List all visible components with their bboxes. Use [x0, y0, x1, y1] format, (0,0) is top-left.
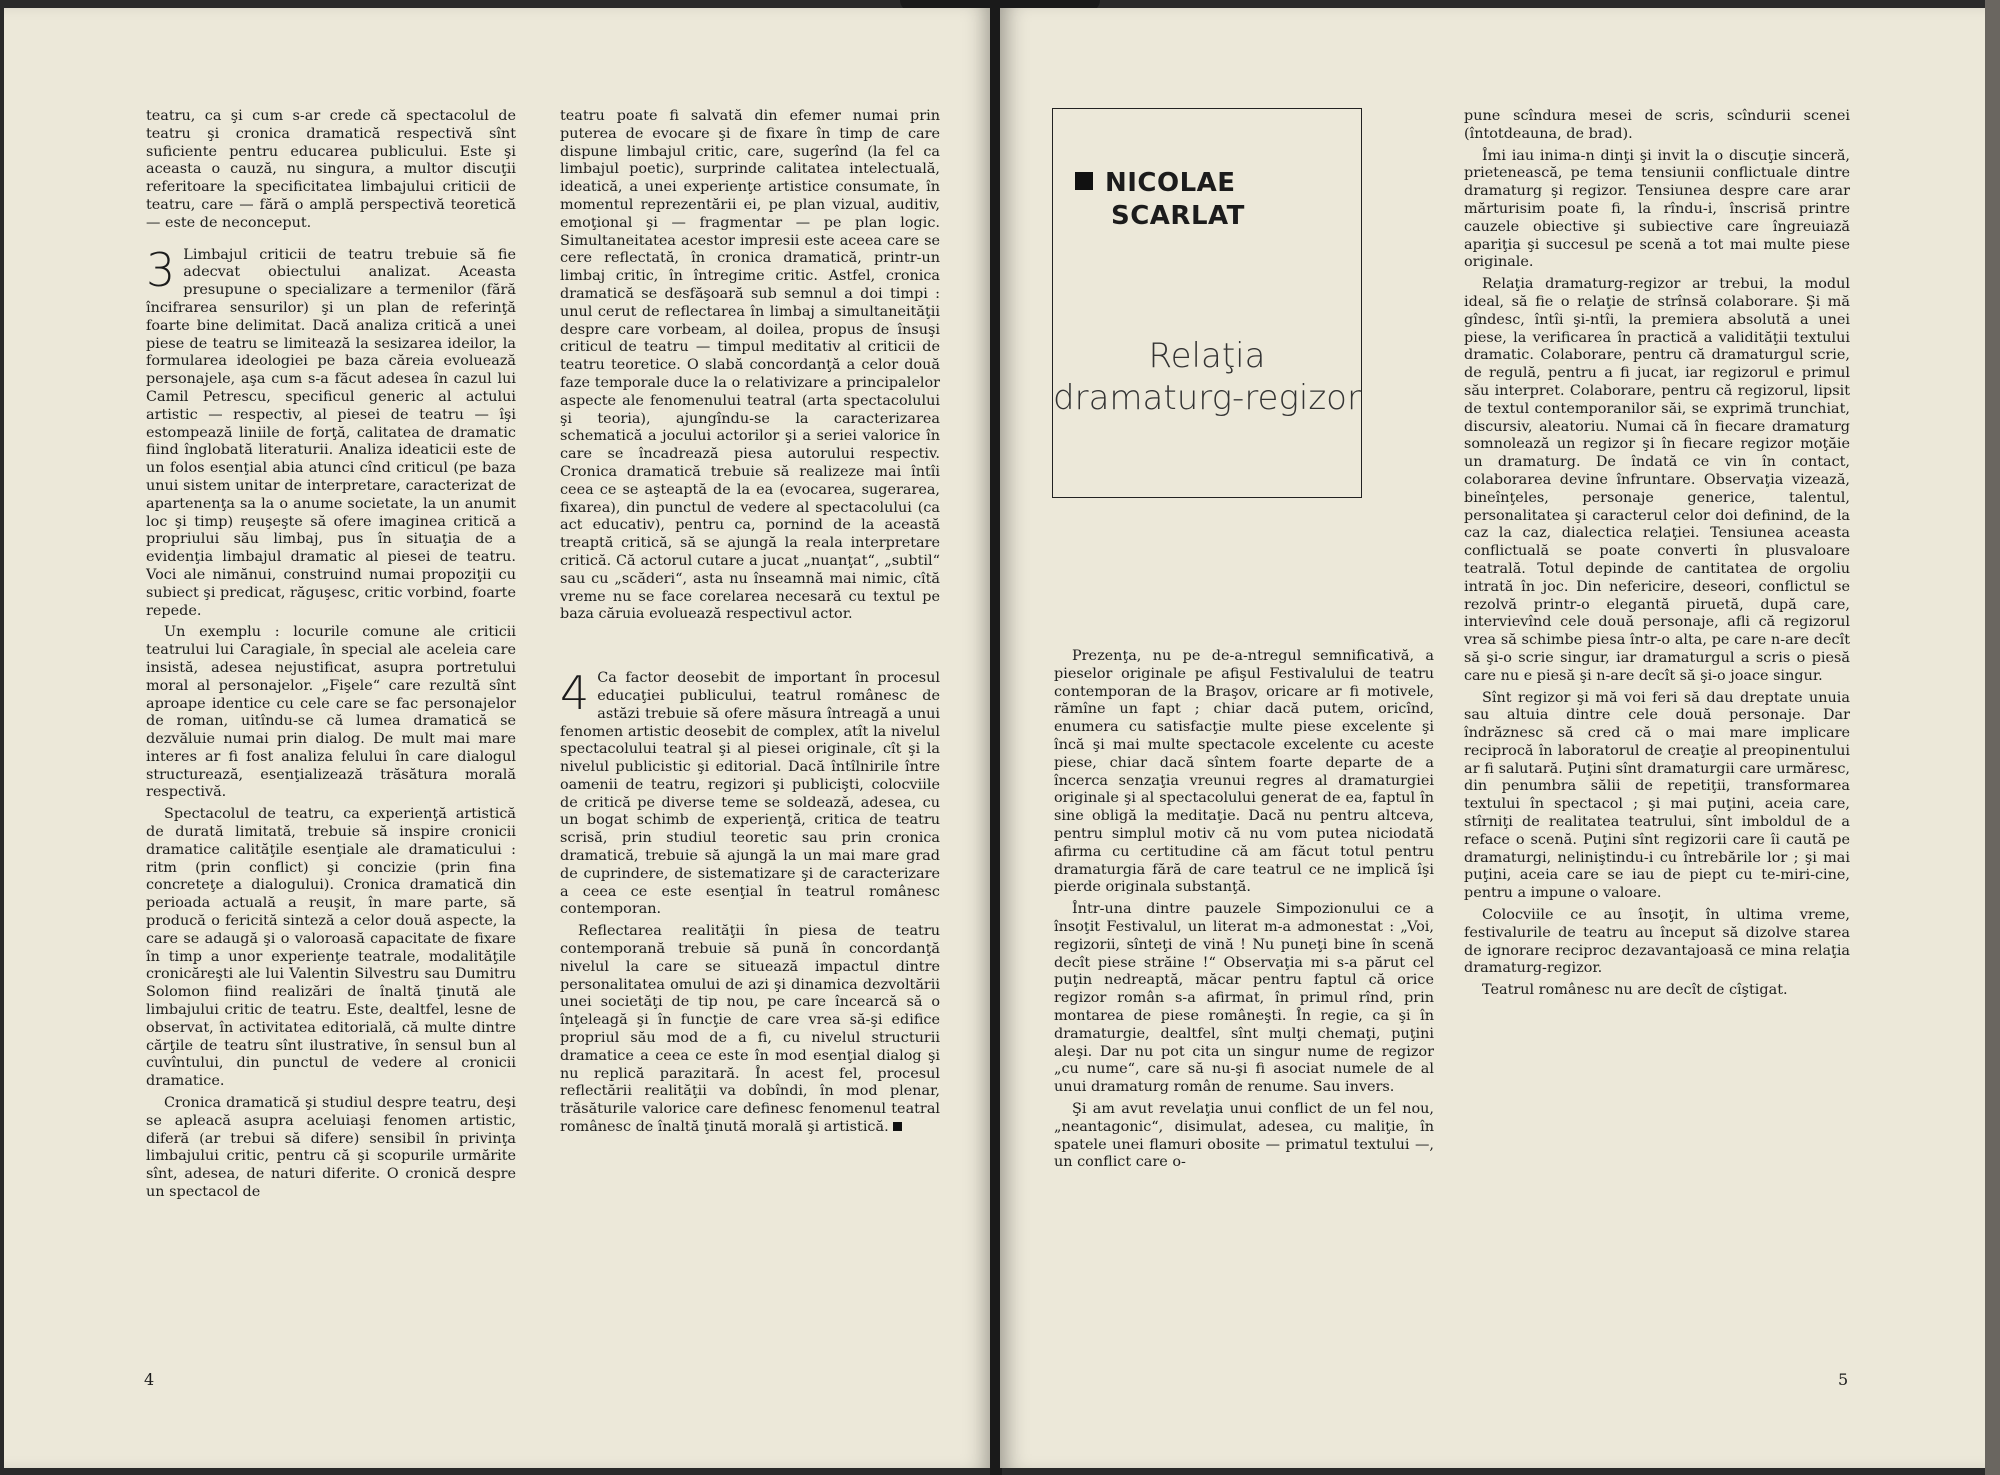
page-number-left: 4	[144, 1370, 155, 1389]
paragraph: Cronica dramatică şi studiul despre teatru, deşi se apleacă asupra aceluiaşi fenomen artistic, diferă (ar trebui să difere) sensibil în privinţa limbajului critic, pentru că şi scopurile urmărite sînt, adesea, de naturi diferite. O cronică despre un spectacol de	[146, 1095, 516, 1201]
section-number: 3	[146, 242, 176, 297]
paragraph: pune scîndura mesei de scris, scîndurii scenei (întotdeauna, de brad).	[1464, 108, 1850, 142]
paragraph: Îmi iau inima-n dinţi şi invit la o discuţie sinceră, prietenească, pe tema tensiunii conflictuale dintre dramaturg şi regizor. Tensiunea despre care arar mărturisim poate fi, la rîndu-i, înscrisă printre cauzele obiective şi subiective care îngreuiază apariţia şi succesul pe scenă a tot mai multe piese originale.	[1464, 147, 1850, 271]
section-number: 4	[560, 666, 590, 721]
left-column-2	[560, 108, 940, 1137]
article-title-box	[1052, 108, 1362, 498]
article-title-line-1: Relaţia	[1148, 336, 1266, 376]
paragraph: Un exemplu : locurile comune ale criticii teatrului lui Caragiale, în special ale aceleia care insistă, adesea nejustificat, asupra portretului moral al personajelor. „Fişele“ care rezultă sînt aproape identice cu cele care se fac personajelor de roman, uitîndu-se că lumea dramatică se dezvăluie numai prin dialog. De mult mai mare interes ar fi fost analiza felului în care dialogul structurează, esenţializează trăsătura morală respectivă.	[146, 624, 516, 801]
article-title-line-2: dramaturg-regizor	[1053, 378, 1361, 418]
paragraph-text: Reflectarea realităţii în piesa de teatru contemporană trebuie să pună în concordanţă nivelul la care se situează impactul dintre personalitatea omului de azi şi dinamica dezvoltării unei societăţi de tip nou, pe care încearcă să o înţeleagă şi în funcţie de care vrea să-şi edifice propriul său mod de a fi, cu nivelul structurii dramatice a ceea ce este în mod esenţial dialog şi nu replică parazitară. În acest fel, procesul reflectării realităţii va dobîndi, în mod plenar, trăsăturile valorice care definesc fenomenul teatral românesc de înaltă ţinută morală şi artistică.	[560, 923, 940, 1136]
paragraph: Teatrul românesc nu are decît de cîştigat.	[1482, 982, 1788, 999]
page-edge	[1985, 0, 2000, 1475]
paragraph: Ca factor deosebit de important în procesul educaţiei publicului, teatrul românesc de astăzi trebuie să ofere măsura întreagă a unui fenomen artistic deosebit de complex, atît la nivelul spectacolului teatral şi al piesei originale, cît şi la nivelul publicistic şi editorial. Dacă întîlnirile între oamenii de teatru, regizori şi publicişti, colocviile de critică pe diverse teme se soldează, adesea, cu un bogat schimb de experienţă, critica de teatru scrisă, prin studiul teoretic sau prin cronica dramatică, trebuie să ajungă la un mai mare grad de cuprindere, de sistematizare şi de caracterizare a ceea ce este esenţial în teatrul românesc contemporan.	[560, 670, 940, 918]
end-mark-icon	[893, 1122, 902, 1131]
paragraph: Într-una dintre pauzele Simpozionului ce a însoţit Festivalul, un literat m-a admonestat : „Voi, regizorii, sînteţi de vină ! Nu puneţi bine în scenă decît piese străine !“ Observaţia mi s-a părut cel puţin nedreaptă, măcar pentru faptul că orice regizor român s-a afirmat, în primul rînd, prin montarea de piese româneşti. În regie, ca şi în dramaturgie, dealtfel, sînt mulţi chemaţi, puţini aleşi. Dar nu pot cita un singur nume de regizor „cu nume“, care să nu-şi fi asociat numele de al unui dramaturg român de renume. Sau invers.	[1054, 901, 1434, 1096]
paragraph	[560, 923, 940, 1137]
left-page	[4, 8, 992, 1468]
right-column-1	[1054, 648, 1434, 1172]
left-column-1	[146, 108, 516, 1202]
paragraph: Colocviile ce au însoţit, în ultima vreme, festivalurile de teatru au început să dizolve starea de ignorare reciproc dezavantajoasă ce mina relaţia dramaturg-regizor.	[1464, 907, 1850, 977]
article-title	[1053, 335, 1361, 419]
paragraph: Spectacolul de teatru, ca experienţă artistică de durată limitată, trebuie să inspire cronicii dramatice calităţile esenţiale ale dramaticului : ritm (prin conflict) şi concizie (prin fina concreteţe a dialogului). Cronica dramatică din perioada actuală a reuşit, în mare parte, să producă o fericită sinteză a celor două aspecte, la care se adaugă şi o valoroasă capacitate de fixare în timp a unor experienţe teatrale, modalităţile cronicăreşti ale lui Valentin Silvestru sau Dumitru Solomon fiind realizări de înaltă ţinută ale limbajului critic de teatru. Este, dealtfel, lesne de observat, în activitatea editorială, că multe dintre cărţile de teatru sînt ilustrative, în sensul bun al cuvîntului, din punctul de vedere al cronicii dramatice.	[146, 806, 516, 1090]
paragraph: Şi am avut revelaţia unui conflict de un fel nou, „neantagonic“, disimulat, adesea, cu maliţie, în spatele unei flamuri obosite — primatul textului —, un conflict care o-	[1054, 1100, 1434, 1171]
square-bullet-icon	[1075, 172, 1093, 190]
author-name	[1075, 167, 1245, 233]
author-first-name: NICOLAE	[1105, 168, 1236, 198]
paragraph: Relaţia dramaturg-regizor ar trebui, la modul ideal, să fie o relaţie de strînsă colaborare. Şi mă gîndesc, întîi şi-ntîi, la premiera absolută a unei piese, la verificarea în practică a validităţii textului dramatic. Colaborare, pentru că dramaturgul scrie, de regulă, pentru a fi jucat, iar regizorul e primul său interpret. Colaborare, pentru că regizorul, lipsit de textul contemporanilor săi, se exprimă trunchiat, discursiv, aleatoriu. Numai că în fiecare dramaturg somnolează un regizor şi în fiecare regizor moţăie un dramaturg. De îndată ce vin în contact, colaborarea devine înfruntare. Observaţia vizează, bineînţeles, personaje generice, talentul, personalitatea şi caracterul celor doi definind, de la caz la caz, dialectica relaţiei. Tensiunea aceasta conflictuală se poate converti în plusvaloare teatrală. Totul depinde de cantitatea de orgoliu intrată în joc. Din nefericire, deseori, conflictul se rezolvă printr-o elegantă piruetă, după care, intervievînd cele două personaje, afli că regizorul vrea să schimbe piesa într-o alta, pe care n-are decît să şi-o scrie singur, iar dramaturgul a scris o piesă care nu e piesă şi n-are decît să şi-o joace singur.	[1464, 276, 1850, 684]
author-last-name: SCARLAT	[1111, 201, 1245, 231]
paragraph: Limbajul criticii de teatru trebuie să fie adecvat obiectului analizat. Aceasta presupune o specializare a termenilor (fără încifrarea sensurilor) şi un plan de referinţă foarte bine delimitat. Dacă analiza critică a unei piese de teatru se limitează la sesizarea ideilor, la formularea ideologiei pe baza căreia evoluează personajele, aşa cum s-a făcut adesea în cazul lui Camil Petrescu, specificul generic al actului artistic — respectiv, al piesei de teatru — îşi estompează liniile de forţă, calitatea de dramatic fiind înglobată literaturii. Analiza ideaticii este de un folos esenţial abia atunci cînd criticul (pe baza unui sistem unitar de interpretare, caracterizat de apartenenţa sa la o anume societate, la un anumit loc şi timp) reuşeşte să ofere imaginea critică a propriului său limbaj, pus în situaţia de a evidenţia limbajul dramatic al piesei de teatru. Voci ale nimănui, construind numai propoziţii cu subiect şi predicat, răguşesc, critic vorbind, foarte repede.	[146, 246, 516, 619]
right-column-2	[1464, 108, 1850, 1000]
paragraph: Sînt regizor şi mă voi feri să dau dreptate unuia sau altuia dintre cele două personaje. Dar îndrăznesc să cred că o mai mare implicare reciprocă în laboratorul de creaţie al preopinentului ar fi salutară. Puţini sînt dramaturgii care urmăresc, din penumbra sălii de repetiţii, transformarea textului în spectacol ; şi mai puţini, aceia care, stîrniţi de realitatea teatrului, sînt imboldul de a reface o scenă. Puţini sînt regizorii care îi caută pe dramaturgi, neliniştindu-i cu întrebările lor ; şi mai puţini, aceia care se iau de piept cu te-miri-cine, pentru a impune o valoare.	[1464, 689, 1850, 902]
paragraph: teatru poate fi salvată din efemer numai prin puterea de evocare şi de fixare în timp de care dispune limbajul critic, care, sugerînd (la fel ca limbajul poetic), surprinde calitatea intelectuală, ideatică, a unei experienţe artistice consumate, în momentul reprezentării ei, pe plan vizual, auditiv, emoţional şi — fragmentar — pe plan logic. Simultaneitatea acestor impresii este aceea care se cere reflectată, în cronica dramatică, printr-un limbaj critic, în întregime critic. Astfel, cronica dramatică se desfăşoară sub semnul a doi timpi : unul cerut de reflectarea în limbaj a simultaneităţii despre care vorbeam, al doilea, propus de însuşi criticul de teatru — timpul meditativ al criticii de teatru teoretice. O slabă concordanţă a celor două faze temporale duce la o relativizare a principalelor aspecte ale fenomenului teatral (arta spectacolului şi teoria), ajungîndu-se la caracterizarea schematică a jocului actorilor şi a seriei valorice în care se încadrează piesa autorului respectiv. Cronica dramatică trebuie să realizeze mai întîi ceea ce se aşteaptă de la ea (evocarea, sugerarea, fixarea), din punctul de vedere al spectacolului (ca act educativ), pentru ca, pornind de la această treaptă critică, să se ajungă la reala interpretare critică. Că actorul cutare a jucat „nuanţat“, „subtil“ sau cu „scăderi“, asta nu înseamnă mai nimic, cîtă vreme nu se face corelarea necesară cu textul pe baza căruia evoluează respectivul actor.	[560, 108, 940, 623]
page-number-right: 5	[1838, 1370, 1849, 1389]
paragraph: teatru, ca şi cum s-ar crede că spectacolul de teatru şi cronica dramatică respectivă sînt suficiente pentru educarea publicului. Este şi aceasta o cauză, nu singura, a multor discuţii referitoare la specificitatea limbajului criticii de teatru, care — fără o amplă perspectivă teoretică — este de neconceput.	[146, 108, 516, 231]
paragraph: Prezenţa, nu pe de-a-ntregul semnificativă, a pieselor originale pe afişul Festivalului de teatru contemporan de la Braşov, oricare ar fi motivele, rămîne un fapt ; chiar dacă putem, oricînd, enumera cu satisfacţie multe piese excelente şi încă şi mai multe spectacole excelente cu aceste piese, chiar dacă sîntem foarte departe de a încerca senzaţia vreunui regres al dramaturgiei originale şi al spectacolului generat de ea, faptul în sine obligă la meditaţie. Dacă nu pentru altceva, pentru simplul motiv că nu vom putea niciodată afirma cu certitudine că am făcut totul pentru dramaturgia fără de care teatrul ce ne implică îşi pierde originala substanţă.	[1054, 648, 1434, 896]
